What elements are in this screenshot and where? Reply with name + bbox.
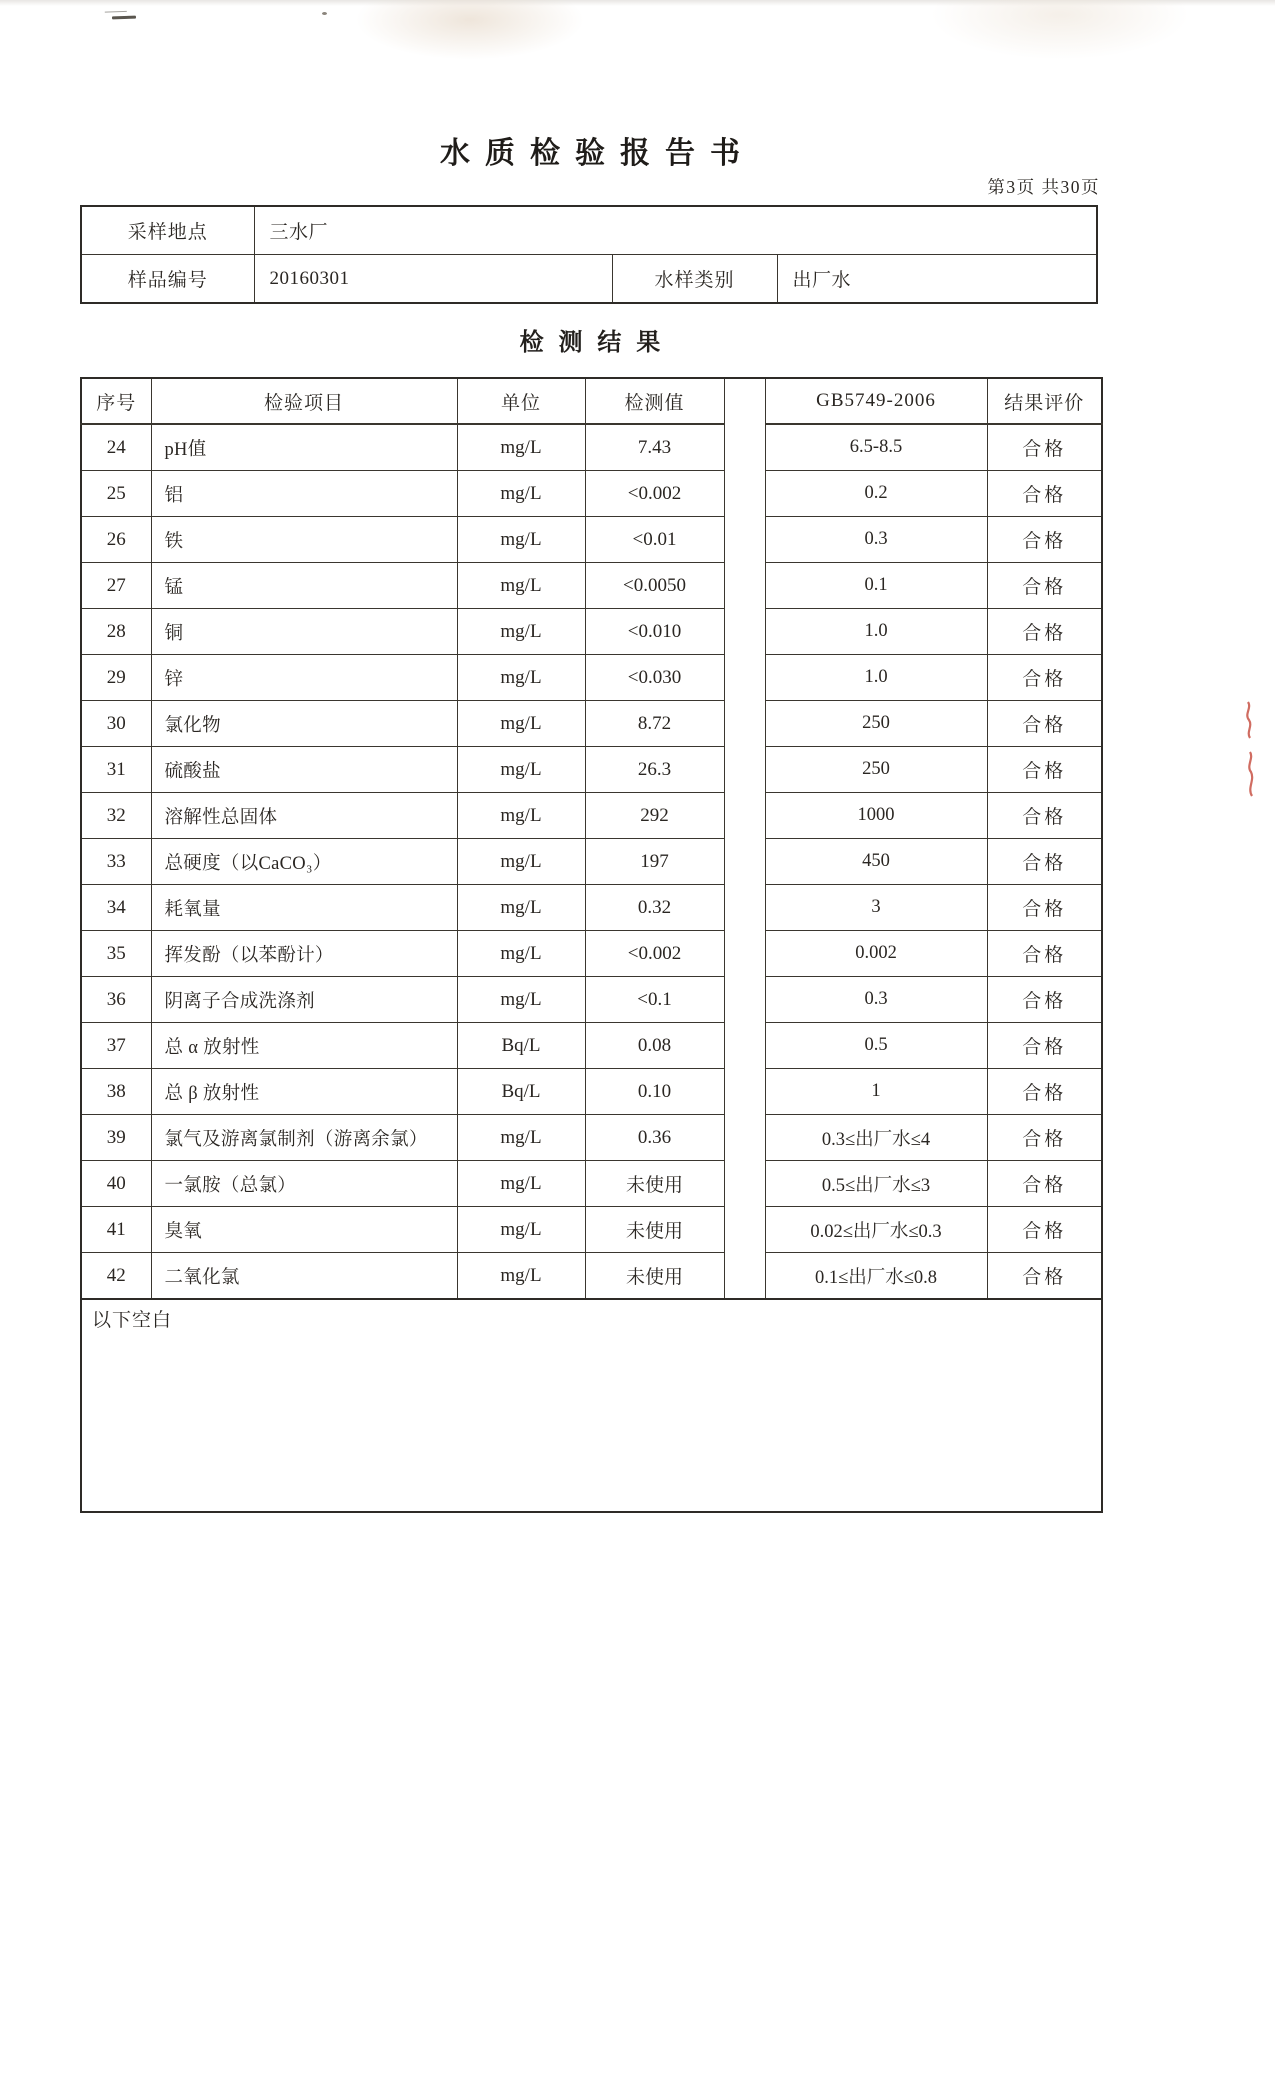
cell-item: 铝 <box>151 471 457 517</box>
cell-item: 二氧化氯 <box>151 1253 457 1300</box>
table-row <box>81 701 1102 747</box>
cell-unit: mg/L <box>457 655 585 701</box>
cell-standard: 1000 <box>765 793 987 839</box>
cell-index: 24 <box>81 424 151 471</box>
table-row <box>81 931 1102 977</box>
cell-standard: 0.1 <box>765 563 987 609</box>
cell-result: 合格 <box>987 471 1102 517</box>
cell-unit: Bq/L <box>457 1023 585 1069</box>
sample-info-row <box>81 255 1097 304</box>
table-row <box>81 977 1102 1023</box>
cell-value: 26.3 <box>585 747 724 793</box>
cell-index: 30 <box>81 701 151 747</box>
cell-unit: mg/L <box>457 471 585 517</box>
cell-index: 25 <box>81 471 151 517</box>
cell-standard: 250 <box>765 747 987 793</box>
cell-index: 37 <box>81 1023 151 1069</box>
cell-unit: mg/L <box>457 839 585 885</box>
scan-edge-shading <box>0 0 1275 6</box>
cell-index: 26 <box>81 517 151 563</box>
cell-standard: 0.002 <box>765 931 987 977</box>
table-row <box>81 1161 1102 1207</box>
cell-item: 溶解性总固体 <box>151 793 457 839</box>
cell-value: 0.36 <box>585 1115 724 1161</box>
cell-unit: Bq/L <box>457 1069 585 1115</box>
cell-value: <0.010 <box>585 609 724 655</box>
scan-speck <box>322 12 327 15</box>
table-row <box>81 424 1102 471</box>
cell-standard: 1.0 <box>765 609 987 655</box>
cell-item: 阴离子合成洗涤剂 <box>151 977 457 1023</box>
cell-index: 38 <box>81 1069 151 1115</box>
cell-value: 未使用 <box>585 1253 724 1300</box>
cell-standard: 0.5≤出厂水≤3 <box>765 1161 987 1207</box>
cell-index: 36 <box>81 977 151 1023</box>
table-row <box>81 517 1102 563</box>
cell-index: 41 <box>81 1207 151 1253</box>
scan-smudge <box>930 0 1190 60</box>
page-number-label: 第3页 共30页 <box>987 177 1100 197</box>
cell-result: 合格 <box>987 424 1102 471</box>
cell-unit: mg/L <box>457 793 585 839</box>
cell-standard: 0.5 <box>765 1023 987 1069</box>
table-row <box>81 1253 1102 1300</box>
table-row <box>81 1115 1102 1161</box>
col-header-standard: GB5749-2006 <box>765 378 987 424</box>
results-table <box>80 377 1103 1513</box>
cell-item: 氯气及游离氯制剂（游离余氯） <box>151 1115 457 1161</box>
water-type-label: 水样类别 <box>612 255 777 304</box>
table-row <box>81 793 1102 839</box>
cell-result: 合格 <box>987 1069 1102 1115</box>
table-row <box>81 609 1102 655</box>
cell-value: <0.002 <box>585 931 724 977</box>
cell-unit: mg/L <box>457 1253 585 1300</box>
red-pen-marks <box>1238 700 1264 804</box>
cell-standard: 0.2 <box>765 471 987 517</box>
table-row <box>81 885 1102 931</box>
cell-unit: mg/L <box>457 931 585 977</box>
results-tbody <box>81 378 1102 1512</box>
col-header-unit: 单位 <box>457 378 585 424</box>
cell-standard: 0.3 <box>765 977 987 1023</box>
cell-unit: mg/L <box>457 885 585 931</box>
results-header-row <box>81 378 1102 424</box>
cell-standard: 1 <box>765 1069 987 1115</box>
sample-info-row <box>81 206 1097 255</box>
cell-result: 合格 <box>987 931 1102 977</box>
cell-value: 0.08 <box>585 1023 724 1069</box>
cell-standard: 450 <box>765 839 987 885</box>
table-row <box>81 471 1102 517</box>
cell-result: 合格 <box>987 563 1102 609</box>
cell-value: 7.43 <box>585 424 724 471</box>
cell-value: 0.32 <box>585 885 724 931</box>
sample-number-label: 样品编号 <box>81 255 254 304</box>
cell-index: 29 <box>81 655 151 701</box>
cell-item: 挥发酚（以苯酚计） <box>151 931 457 977</box>
cell-item: 铁 <box>151 517 457 563</box>
col-header-item: 检验项目 <box>151 378 457 424</box>
cell-index: 42 <box>81 1253 151 1300</box>
cell-result: 合格 <box>987 885 1102 931</box>
table-row <box>81 839 1102 885</box>
cell-unit: mg/L <box>457 1207 585 1253</box>
cell-index: 40 <box>81 1161 151 1207</box>
table-row <box>81 655 1102 701</box>
cell-value: <0.0050 <box>585 563 724 609</box>
cell-index: 34 <box>81 885 151 931</box>
cell-result: 合格 <box>987 1023 1102 1069</box>
cell-item: 总硬度（以CaCO₃） <box>151 839 457 885</box>
cell-item: 总 β 放射性 <box>151 1069 457 1115</box>
cell-unit: mg/L <box>457 977 585 1023</box>
cell-item: 铜 <box>151 609 457 655</box>
sample-info-table <box>80 205 1098 304</box>
cell-result: 合格 <box>987 747 1102 793</box>
cell-unit: mg/L <box>457 424 585 471</box>
cell-unit: mg/L <box>457 609 585 655</box>
cell-result: 合格 <box>987 1115 1102 1161</box>
cell-item: 耗氧量 <box>151 885 457 931</box>
cell-item: 锌 <box>151 655 457 701</box>
table-row <box>81 1207 1102 1253</box>
cell-value: <0.01 <box>585 517 724 563</box>
cell-index: 32 <box>81 793 151 839</box>
table-row <box>81 1069 1102 1115</box>
cell-result: 合格 <box>987 1253 1102 1300</box>
cell-standard: 0.3≤出厂水≤4 <box>765 1115 987 1161</box>
scan-speck <box>112 16 136 20</box>
col-header-result: 结果评价 <box>987 378 1102 424</box>
cell-value: 8.72 <box>585 701 724 747</box>
cell-standard: 0.1≤出厂水≤0.8 <box>765 1253 987 1300</box>
sampling-location-label: 采样地点 <box>81 206 254 255</box>
cell-index: 35 <box>81 931 151 977</box>
cell-unit: mg/L <box>457 563 585 609</box>
water-type-value: 出厂水 <box>777 255 1097 304</box>
cell-standard: 3 <box>765 885 987 931</box>
cell-value: 未使用 <box>585 1207 724 1253</box>
cell-result: 合格 <box>987 517 1102 563</box>
cell-value: 0.10 <box>585 1069 724 1115</box>
cell-index: 31 <box>81 747 151 793</box>
cell-index: 27 <box>81 563 151 609</box>
sampling-location-value: 三水厂 <box>254 206 1097 255</box>
cell-index: 39 <box>81 1115 151 1161</box>
cell-value: 197 <box>585 839 724 885</box>
section-title: 检测结果 <box>519 330 676 356</box>
cell-result: 合格 <box>987 839 1102 885</box>
col-header-index: 序号 <box>81 378 151 424</box>
cell-result: 合格 <box>987 609 1102 655</box>
blank-note-row <box>81 1299 1102 1512</box>
cell-value: <0.1 <box>585 977 724 1023</box>
cell-result: 合格 <box>987 977 1102 1023</box>
cell-value: <0.002 <box>585 471 724 517</box>
cell-item: 硫酸盐 <box>151 747 457 793</box>
cell-item: 一氯胺（总氯） <box>151 1161 457 1207</box>
cell-item: pH值 <box>151 424 457 471</box>
cell-result: 合格 <box>987 793 1102 839</box>
cell-item: 氯化物 <box>151 701 457 747</box>
cell-standard: 1.0 <box>765 655 987 701</box>
cell-item: 臭氧 <box>151 1207 457 1253</box>
cell-result: 合格 <box>987 1161 1102 1207</box>
cell-index: 33 <box>81 839 151 885</box>
cell-result: 合格 <box>987 1207 1102 1253</box>
table-row <box>81 563 1102 609</box>
cell-standard: 0.3 <box>765 517 987 563</box>
page-title: 水质检验报告书 <box>440 137 755 170</box>
scan-smudge <box>355 0 585 60</box>
cell-standard: 0.02≤出厂水≤0.3 <box>765 1207 987 1253</box>
cell-item: 锰 <box>151 563 457 609</box>
table-row <box>81 1023 1102 1069</box>
cell-unit: mg/L <box>457 517 585 563</box>
cell-item: 总 α 放射性 <box>151 1023 457 1069</box>
cell-standard: 6.5-8.5 <box>765 424 987 471</box>
sample-number-value: 20160301 <box>254 255 612 304</box>
cell-index: 28 <box>81 609 151 655</box>
cell-standard: 250 <box>765 701 987 747</box>
table-row <box>81 747 1102 793</box>
cell-value: <0.030 <box>585 655 724 701</box>
cell-unit: mg/L <box>457 747 585 793</box>
cell-value: 292 <box>585 793 724 839</box>
blank-note-cell: 以下空白 <box>81 1299 1102 1512</box>
cell-result: 合格 <box>987 655 1102 701</box>
col-header-value: 检测值 <box>585 378 724 424</box>
separator-column <box>724 378 765 1299</box>
cell-result: 合格 <box>987 701 1102 747</box>
cell-unit: mg/L <box>457 1115 585 1161</box>
cell-unit: mg/L <box>457 701 585 747</box>
cell-unit: mg/L <box>457 1161 585 1207</box>
cell-value: 未使用 <box>585 1161 724 1207</box>
